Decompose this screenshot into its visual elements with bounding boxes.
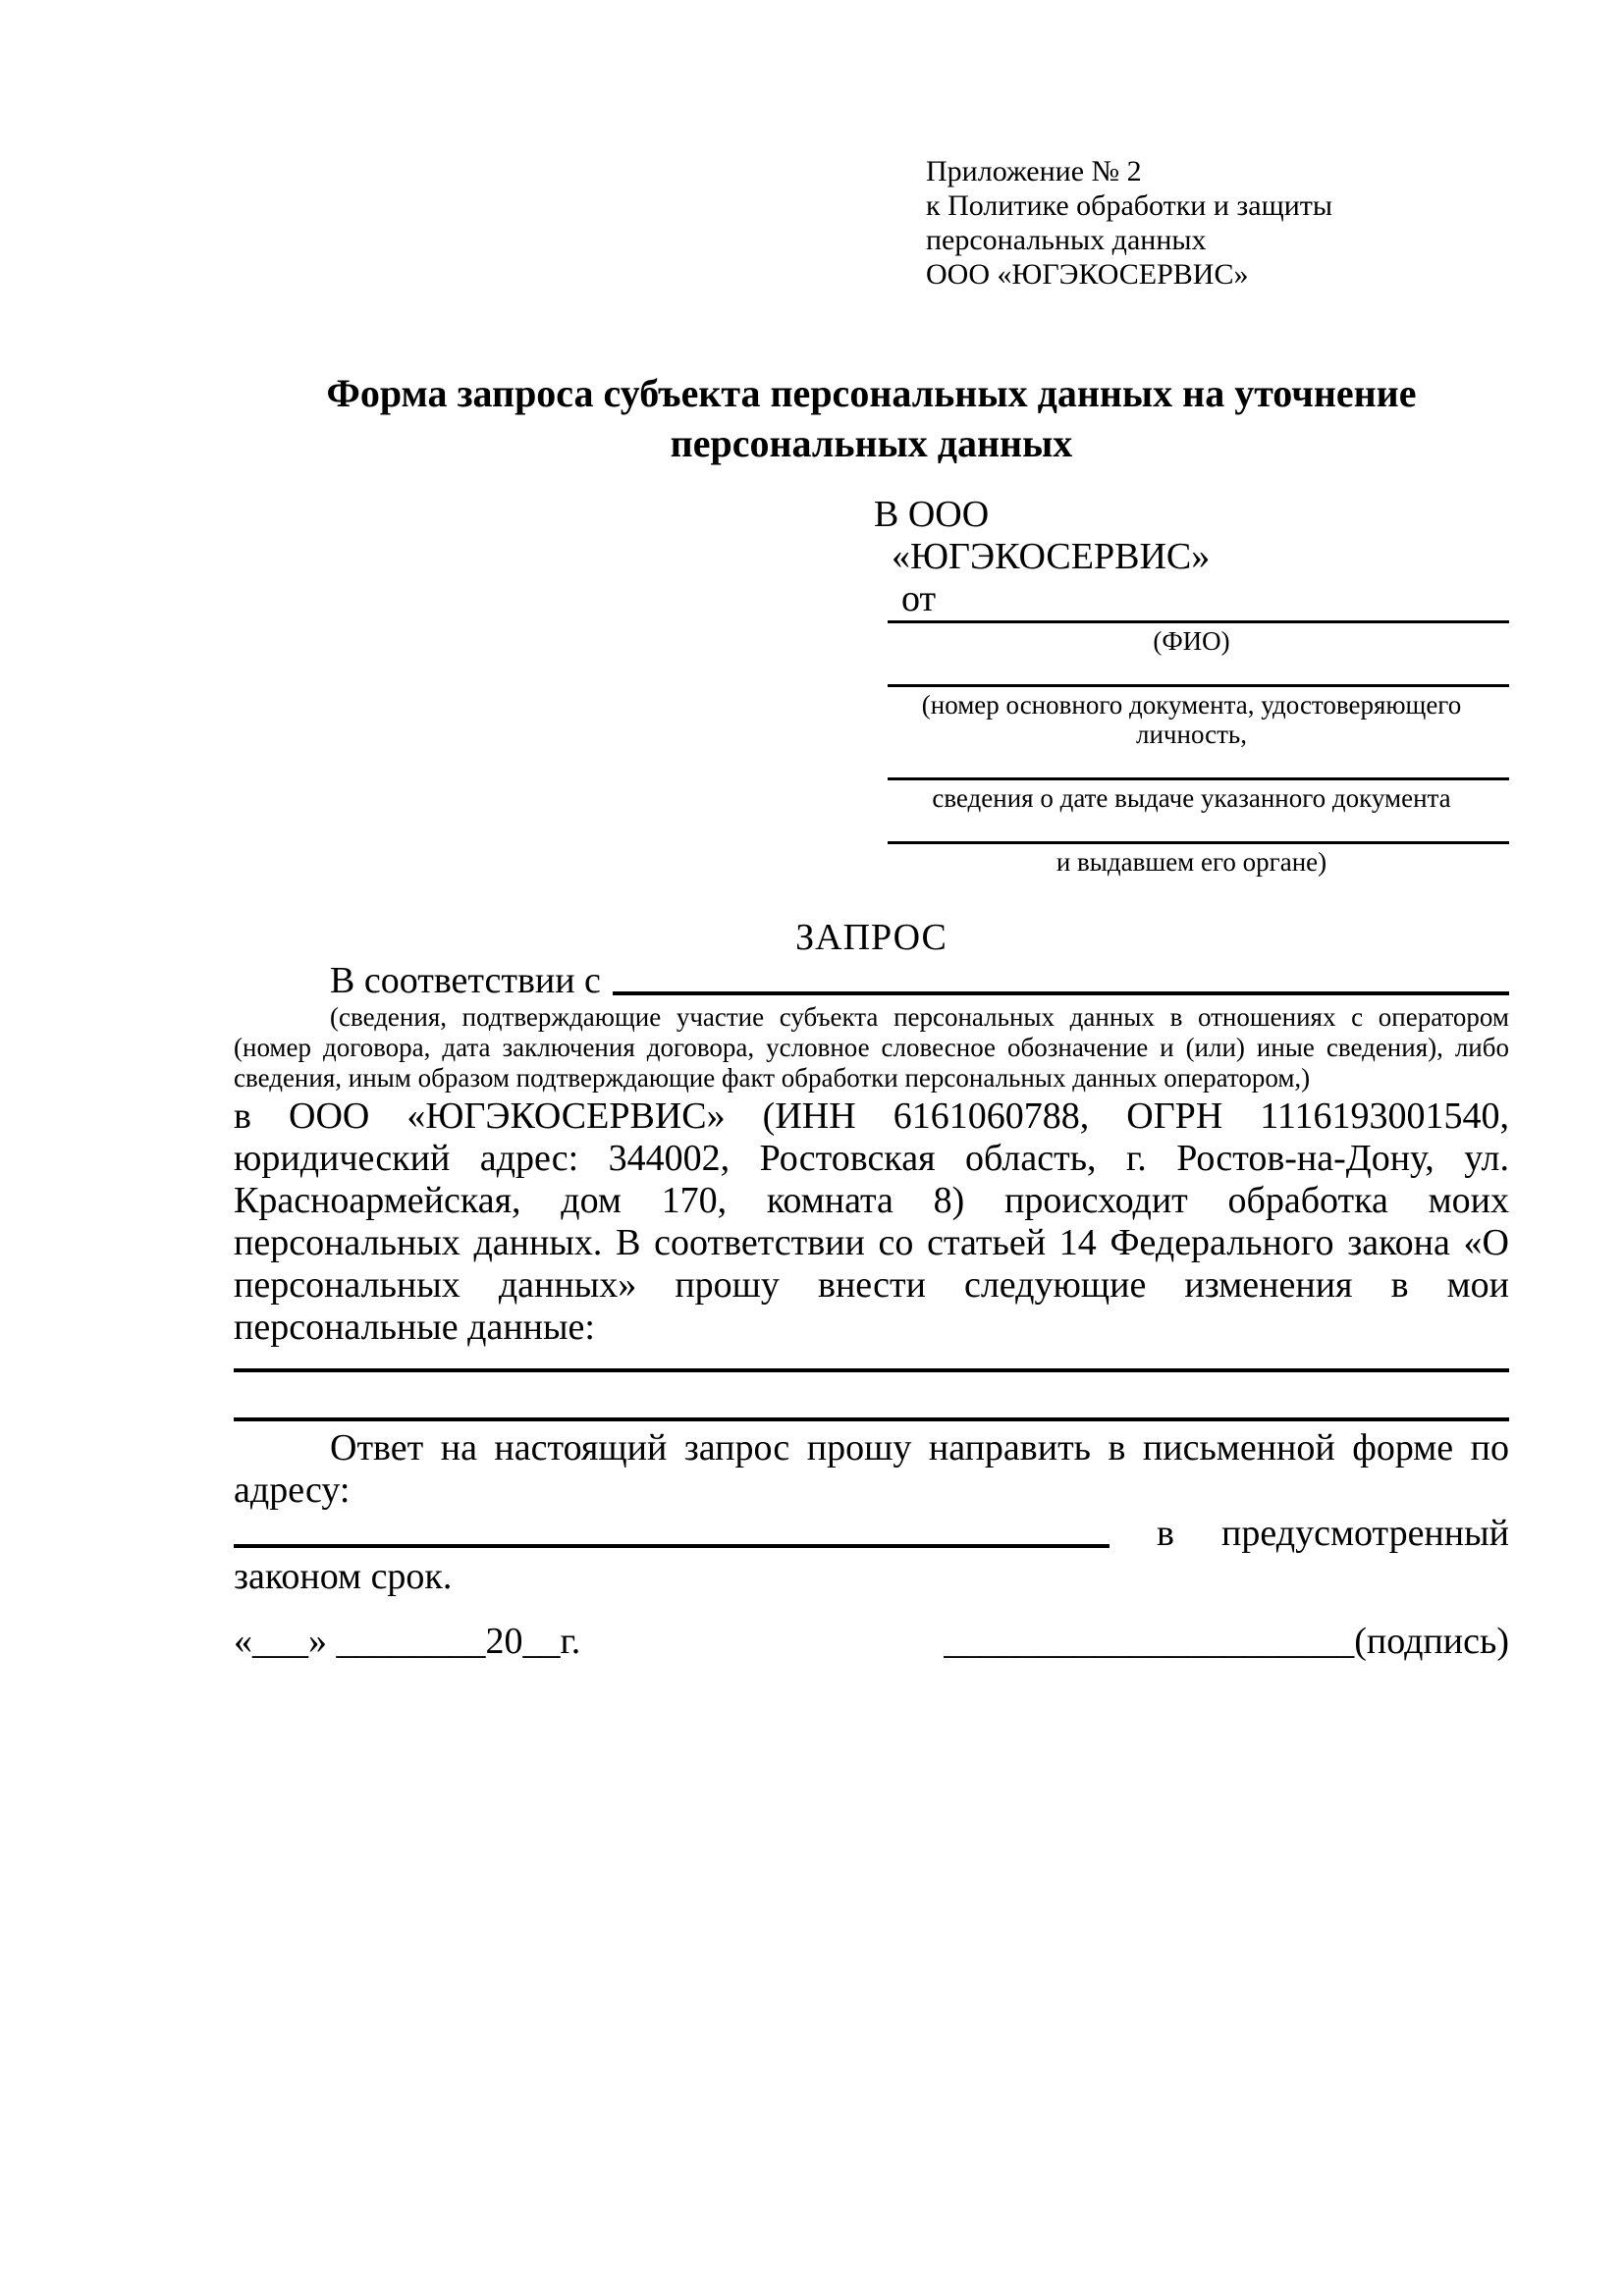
changes-blank-line-2 [234, 1417, 1509, 1421]
issue-date-field [874, 777, 1509, 813]
issue-date-caption: сведения о дате выдаче указанного документа [932, 783, 1451, 813]
issuing-authority-field [874, 841, 1509, 877]
fio-field [874, 620, 1509, 656]
request-heading: ЗАПРОС [795, 917, 947, 958]
document-number-caption: (номер основного документа, удостоверяющего личность, [921, 690, 1462, 749]
appendix-line: ООО «ЮГЭКОСЕРВИС» [926, 258, 1249, 291]
document-number-field [874, 684, 1509, 749]
issuing-authority-caption: и выдавшем его органе) [1056, 847, 1327, 877]
date-line: «___» ________20__г. [234, 1621, 581, 1662]
document-content [234, 154, 1509, 1663]
appendix-line: Приложение № 2 [926, 155, 1142, 187]
operator-note: (сведения, подтверждающие участие субъекта персональных данных в отношениях с оператором (номер договора, дата заключения договора, условное словесное обозначение и (или) иные сведения), либо сведения, иным образом подтверждающие факт обработки персональных данных оператором,) [234, 1002, 1509, 1093]
intro-prefix-text: В соответствии с [330, 960, 601, 1001]
issue-date-blank-line [888, 777, 1509, 780]
addressee-to: В ООО [874, 494, 990, 535]
reply-line: Ответ на настоящий запрос прошу направить в письменной форме по адресу: [234, 1427, 1509, 1511]
signature-line: ______________________(подпись) [944, 1621, 1509, 1662]
address-blank-line [234, 1544, 1110, 1548]
intro-row [234, 959, 1509, 1002]
signature-row [234, 1620, 1509, 1663]
addressee-block [874, 494, 1509, 877]
main-paragraph: в ООО «ЮГЭКОСЕРВИС» (ИНН 6161060788, ОГРН 1116193001540, юридический адрес: 344002, Ростовская область, г. Ростов-на-Дону, ул. Красноармейская, дом 170, комната 8) происходит обработка моих персональных данных. В соответствии со статьей 14 Федерального закона «О персональных данных» прошу внести следующие изменения в мои персональные данные: [234, 1095, 1509, 1348]
reply-closing: законом срок. [234, 1556, 453, 1597]
appendix-line: к Политике обработки и защиты персональных данных [926, 189, 1333, 256]
address-row [234, 1512, 1509, 1555]
addressee-org: «ЮГЭКОСЕРВИС» [892, 536, 1211, 577]
fio-caption: (ФИО) [1153, 626, 1230, 656]
appendix-note [926, 154, 1511, 292]
reply-tail-word-2: предусмотренный [1221, 1513, 1509, 1554]
issuing-authority-blank-line [888, 841, 1509, 844]
fio-blank-line [888, 620, 1509, 623]
document-title: Форма запроса субъекта персональных данных на уточнение персональных данных [326, 371, 1417, 465]
intro-blank-line [613, 991, 1509, 995]
document-number-blank-line [888, 684, 1509, 687]
reply-tail-word-1: в [1157, 1513, 1174, 1554]
changes-blank-line-1 [234, 1368, 1509, 1372]
addressee-from: от [901, 578, 937, 619]
